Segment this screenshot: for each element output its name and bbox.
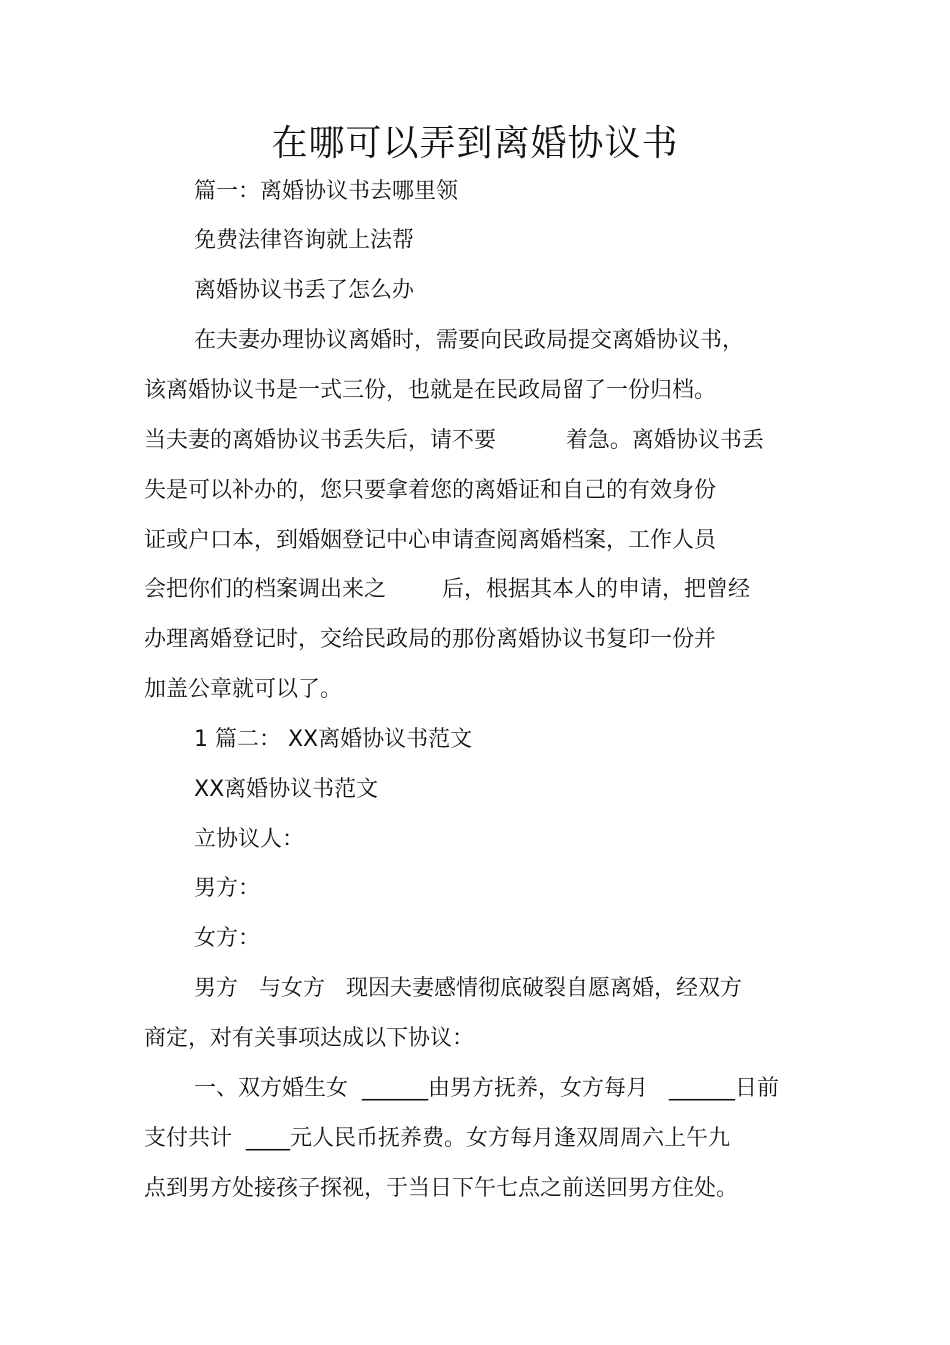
paragraph-line: 当夫妻的离婚协议书丢失后，请不要 着急。离婚协议书丢 [144,428,764,453]
paragraph-line: 篇一：离婚协议书去哪里领 [194,179,459,204]
section-heading: 1 篇二： XX离婚协议书范文 [194,727,473,752]
paragraph-line: 会把你们的档案调出来之 后，根据其本人的申请，把曾经 [144,577,750,602]
paragraph-line: XX离婚协议书范文 [194,777,379,802]
paragraph-line: 商定，对有关事项达成以下协议： [144,1026,475,1051]
paragraph-line: 男方： [194,876,261,901]
paragraph-line: 点到男方处接孩子探视，于当日下午七点之前送回男方住处。 [144,1176,739,1201]
paragraph-line: 男方 与女方 现因夫妻感情彻底破裂自愿离婚，经双方 [194,976,742,1001]
paragraph-line: 加盖公章就可以了。 [144,677,343,702]
paragraph-line: 一、双方婚生女 ______由男方抚养，女方每月 ______日前 [194,1076,779,1101]
document-title: 在哪可以弄到离婚协议书 [271,123,679,164]
paragraph-line: 支付共计 ____元人民币抚养费。女方每月逢双周周六上午九 [144,1126,730,1151]
paragraph-line: 失是可以补办的，您只要拿着您的离婚证和自己的有效身份 [144,478,717,503]
paragraph-line: 女方： [194,926,261,951]
paragraph-line: 该离婚协议书是一式三份，也就是在民政局留了一份归档。 [144,378,717,403]
paragraph-line: 立协议人： [194,827,305,852]
paragraph-line: 免费法律咨询就上法帮 [194,228,415,253]
paragraph-line: 办理离婚登记时，交给民政局的那份离婚协议书复印一份并 [144,627,717,652]
paragraph-line: 离婚协议书丢了怎么办 [194,278,415,303]
paragraph-line: 证或户口本，到婚姻登记中心申请查阅离婚档案，工作人员 [144,528,717,553]
paragraph-line: 在夫妻办理协议离婚时，需要向民政局提交离婚协议书， [194,328,745,353]
